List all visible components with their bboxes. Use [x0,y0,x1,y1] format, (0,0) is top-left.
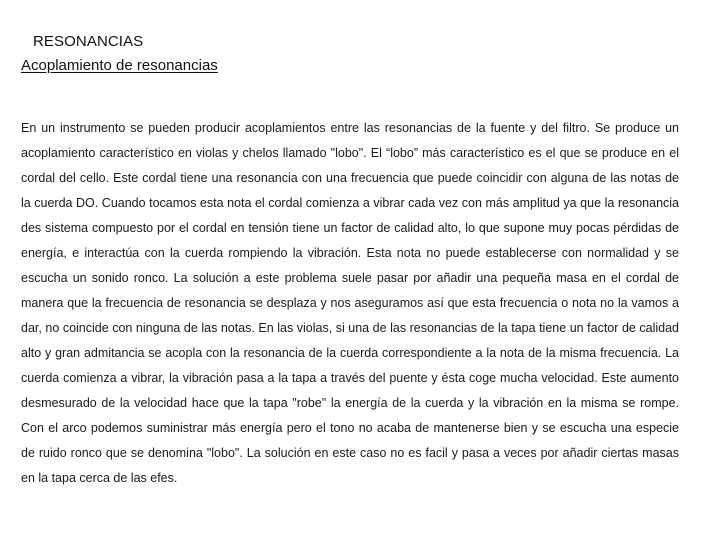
body-paragraph: En un instrumento se pueden producir acoplamientos entre las resonancias de la fuente y del filtro. Se produce un acoplamiento característico en violas y chelos llamado "lobo". El “lobo” más característico es el que se produce en el cordal del cello. Este cordal tiene una resonancia con una frecuencia que puede coincidir con alguna de las notas de la cuerda DO. Cuando tocamos esta nota el cordal comienza a vibrar cada vez con más amplitud ya que la resonancia des sistema compuesto por el cordal en tensión tiene un factor de calidad alto, lo que supone muy pocas pérdidas de energía, e interactúa con la cuerda rompiendo la vibración. Esta nota no puede establecerse con normalidad y se escucha un sonido ronco. La solución a este problema suele pasar por añadir una pequeña masa en el cordal de manera que la frecuencia de resonancia se desplaza y nos aseguramos así que esta frecuencia o nota no la vamos a dar, no coincide con ninguna de las notas. En las violas, si una de las resonancias de la tapa tiene un factor de calidad alto y gran admitancia se acopla con la resonancia de la cuerda correspondiente a la nota de la misma frecuencia. La cuerda comienza a vibrar, la vibración pasa a la tapa a través del puente y ésta coge mucha velocidad. Este aumento desmesurado de la velocidad hace que la tapa "robe" la energía de la cuerda y la vibración en la misma se rompe. Con el arco podemos suministrar más energía pero el tono no acaba de mantenerse bien y se escucha una especie de ruido ronco que se denomina "lobo". La solución en este caso no es facil y pasa a veces por añadir ciertas masas en la tapa cerca de las efes. [21,121,679,485]
section-heading: Acoplamiento de resonancias [21,57,218,74]
document-title: RESONANCIAS [33,33,144,50]
